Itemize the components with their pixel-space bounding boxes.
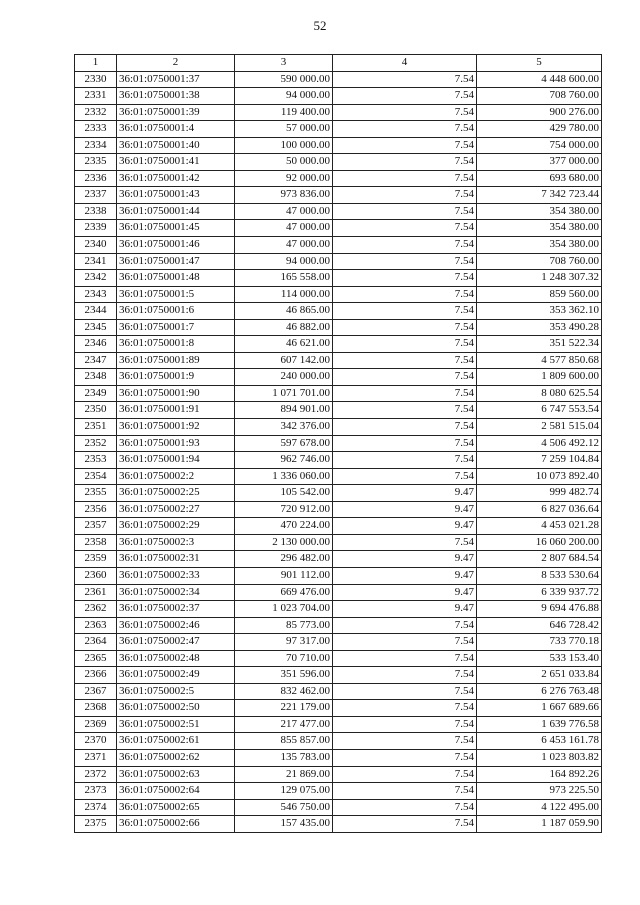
cadastral-number: 36:01:0750001:44: [117, 203, 235, 220]
row-number: 2346: [75, 336, 117, 353]
data-table: [74, 54, 602, 833]
rate-cell: 7.54: [333, 137, 477, 154]
cadastral-number: 36:01:0750001:8: [117, 336, 235, 353]
rate-cell: 9.47: [333, 567, 477, 584]
row-number: 2361: [75, 584, 117, 601]
row-number: 2367: [75, 683, 117, 700]
total-cell: 6 747 553.54: [477, 402, 602, 419]
rate-cell: 7.54: [333, 88, 477, 105]
table-row: [75, 567, 602, 584]
value-cell: 597 678.00: [235, 435, 333, 452]
row-number: 2348: [75, 369, 117, 386]
row-number: 2354: [75, 468, 117, 485]
value-cell: 57 000.00: [235, 121, 333, 138]
cadastral-number: 36:01:0750001:6: [117, 303, 235, 320]
total-cell: 2 651 033.84: [477, 667, 602, 684]
total-cell: 6 453 161.78: [477, 733, 602, 750]
table-row: [75, 634, 602, 651]
value-cell: 296 482.00: [235, 551, 333, 568]
row-number: 2375: [75, 816, 117, 833]
total-cell: 1 248 307.32: [477, 270, 602, 287]
value-cell: 47 000.00: [235, 203, 333, 220]
value-cell: 135 783.00: [235, 749, 333, 766]
total-cell: 8 533 530.64: [477, 567, 602, 584]
total-cell: 999 482.74: [477, 485, 602, 502]
rate-cell: 7.54: [333, 402, 477, 419]
cadastral-number: 36:01:0750002:33: [117, 567, 235, 584]
rate-cell: 7.54: [333, 203, 477, 220]
cadastral-number: 36:01:0750001:39: [117, 104, 235, 121]
table-row: [75, 170, 602, 187]
total-cell: 646 728.42: [477, 617, 602, 634]
table-row: [75, 402, 602, 419]
table-row: [75, 203, 602, 220]
value-cell: 973 836.00: [235, 187, 333, 204]
row-number: 2349: [75, 385, 117, 402]
value-cell: 97 317.00: [235, 634, 333, 651]
cadastral-number: 36:01:0750002:2: [117, 468, 235, 485]
row-number: 2347: [75, 352, 117, 369]
total-cell: 733 770.18: [477, 634, 602, 651]
cadastral-number: 36:01:0750001:5: [117, 286, 235, 303]
value-cell: 119 400.00: [235, 104, 333, 121]
total-cell: 2 581 515.04: [477, 419, 602, 436]
page-number: 52: [313, 18, 327, 33]
rate-cell: 7.54: [333, 71, 477, 88]
table-row: [75, 385, 602, 402]
rate-cell: 9.47: [333, 584, 477, 601]
table-row: [75, 220, 602, 237]
rate-cell: 7.54: [333, 650, 477, 667]
total-cell: 354 380.00: [477, 203, 602, 220]
value-cell: 46 882.00: [235, 319, 333, 336]
table-row: [75, 237, 602, 254]
cadastral-number: 36:01:0750002:61: [117, 733, 235, 750]
total-cell: 354 380.00: [477, 237, 602, 254]
rate-cell: 7.54: [333, 749, 477, 766]
table-row: [75, 617, 602, 634]
total-cell: 1 667 689.66: [477, 700, 602, 717]
rate-cell: 9.47: [333, 485, 477, 502]
table-row: [75, 700, 602, 717]
table-row: [75, 303, 602, 320]
table-row: [75, 121, 602, 138]
rate-cell: 9.47: [333, 551, 477, 568]
value-cell: 105 542.00: [235, 485, 333, 502]
table-row: [75, 154, 602, 171]
value-cell: 129 075.00: [235, 783, 333, 800]
value-cell: 240 000.00: [235, 369, 333, 386]
total-cell: 9 694 476.88: [477, 601, 602, 618]
cadastral-number: 36:01:0750002:27: [117, 501, 235, 518]
table-row: [75, 88, 602, 105]
value-cell: 50 000.00: [235, 154, 333, 171]
rate-cell: 7.54: [333, 799, 477, 816]
table-row: [75, 270, 602, 287]
table-row: [75, 733, 602, 750]
cadastral-number: 36:01:0750001:43: [117, 187, 235, 204]
rate-cell: 7.54: [333, 369, 477, 386]
rate-cell: 7.54: [333, 766, 477, 783]
row-number: 2330: [75, 71, 117, 88]
row-number: 2362: [75, 601, 117, 618]
total-cell: 4 506 492.12: [477, 435, 602, 452]
total-cell: 7 342 723.44: [477, 187, 602, 204]
rate-cell: 7.54: [333, 716, 477, 733]
table-row: [75, 137, 602, 154]
value-cell: 94 000.00: [235, 253, 333, 270]
cadastral-number: 36:01:0750002:47: [117, 634, 235, 651]
row-number: 2371: [75, 749, 117, 766]
total-cell: 4 122 495.00: [477, 799, 602, 816]
cadastral-number: 36:01:0750002:66: [117, 816, 235, 833]
rate-cell: 7.54: [333, 187, 477, 204]
rate-cell: 7.54: [333, 319, 477, 336]
total-cell: 4 448 600.00: [477, 71, 602, 88]
column-header: 5: [477, 55, 602, 72]
rate-cell: 7.54: [333, 733, 477, 750]
rate-cell: 7.54: [333, 270, 477, 287]
rate-cell: 7.54: [333, 667, 477, 684]
rate-cell: 7.54: [333, 121, 477, 138]
value-cell: 46 621.00: [235, 336, 333, 353]
row-number: 2374: [75, 799, 117, 816]
cadastral-number: 36:01:0750001:93: [117, 435, 235, 452]
value-cell: 832 462.00: [235, 683, 333, 700]
rate-cell: 7.54: [333, 816, 477, 833]
column-header: 3: [235, 55, 333, 72]
table-row: [75, 286, 602, 303]
total-cell: 859 560.00: [477, 286, 602, 303]
row-number: 2358: [75, 534, 117, 551]
table-row: [75, 799, 602, 816]
rate-cell: 7.54: [333, 468, 477, 485]
row-number: 2368: [75, 700, 117, 717]
total-cell: 1 187 059.90: [477, 816, 602, 833]
table-row: [75, 468, 602, 485]
cadastral-number: 36:01:0750002:62: [117, 749, 235, 766]
table-row: [75, 253, 602, 270]
cadastral-number: 36:01:0750002:65: [117, 799, 235, 816]
row-number: 2341: [75, 253, 117, 270]
rate-cell: 7.54: [333, 303, 477, 320]
cadastral-number: 36:01:0750001:46: [117, 237, 235, 254]
cadastral-number: 36:01:0750002:34: [117, 584, 235, 601]
value-cell: 47 000.00: [235, 237, 333, 254]
value-cell: 546 750.00: [235, 799, 333, 816]
cadastral-number: 36:01:0750001:89: [117, 352, 235, 369]
value-cell: 70 710.00: [235, 650, 333, 667]
row-number: 2351: [75, 419, 117, 436]
cadastral-number: 36:01:0750002:51: [117, 716, 235, 733]
total-cell: 693 680.00: [477, 170, 602, 187]
total-cell: 533 153.40: [477, 650, 602, 667]
table-row: [75, 104, 602, 121]
total-cell: 4 577 850.68: [477, 352, 602, 369]
table-row: [75, 485, 602, 502]
rate-cell: 7.54: [333, 700, 477, 717]
value-cell: 901 112.00: [235, 567, 333, 584]
value-cell: 342 376.00: [235, 419, 333, 436]
total-cell: 377 000.00: [477, 154, 602, 171]
value-cell: 46 865.00: [235, 303, 333, 320]
value-cell: 47 000.00: [235, 220, 333, 237]
table-row: [75, 336, 602, 353]
row-number: 2366: [75, 667, 117, 684]
column-header: 1: [75, 55, 117, 72]
value-cell: 855 857.00: [235, 733, 333, 750]
rate-cell: 7.54: [333, 104, 477, 121]
total-cell: 1 023 803.82: [477, 749, 602, 766]
table-row: [75, 816, 602, 833]
cadastral-number: 36:01:0750001:94: [117, 452, 235, 469]
value-cell: 894 901.00: [235, 402, 333, 419]
row-number: 2333: [75, 121, 117, 138]
total-cell: 2 807 684.54: [477, 551, 602, 568]
table-row: [75, 584, 602, 601]
table-row: [75, 766, 602, 783]
total-cell: 354 380.00: [477, 220, 602, 237]
value-cell: 157 435.00: [235, 816, 333, 833]
row-number: 2336: [75, 170, 117, 187]
table-row: [75, 435, 602, 452]
table-row: [75, 551, 602, 568]
rate-cell: 9.47: [333, 601, 477, 618]
cadastral-number: 36:01:0750001:92: [117, 419, 235, 436]
cadastral-number: 36:01:0750001:48: [117, 270, 235, 287]
total-cell: 754 000.00: [477, 137, 602, 154]
table-row: [75, 452, 602, 469]
value-cell: 1 023 704.00: [235, 601, 333, 618]
total-cell: 16 060 200.00: [477, 534, 602, 551]
total-cell: 6 827 036.64: [477, 501, 602, 518]
table-row: [75, 518, 602, 535]
total-cell: 973 225.50: [477, 783, 602, 800]
cadastral-number: 36:01:0750001:9: [117, 369, 235, 386]
total-cell: 10 073 892.40: [477, 468, 602, 485]
total-cell: 429 780.00: [477, 121, 602, 138]
table-row: [75, 683, 602, 700]
row-number: 2353: [75, 452, 117, 469]
row-number: 2365: [75, 650, 117, 667]
total-cell: 353 490.28: [477, 319, 602, 336]
total-cell: 900 276.00: [477, 104, 602, 121]
cadastral-number: 36:01:0750002:5: [117, 683, 235, 700]
row-number: 2355: [75, 485, 117, 502]
value-cell: 94 000.00: [235, 88, 333, 105]
value-cell: 100 000.00: [235, 137, 333, 154]
data-table-container: [74, 54, 602, 833]
rate-cell: 7.54: [333, 385, 477, 402]
cadastral-number: 36:01:0750002:50: [117, 700, 235, 717]
total-cell: 7 259 104.84: [477, 452, 602, 469]
value-cell: 607 142.00: [235, 352, 333, 369]
row-number: 2342: [75, 270, 117, 287]
cadastral-number: 36:01:0750001:40: [117, 137, 235, 154]
column-header: 2: [117, 55, 235, 72]
table-row: [75, 501, 602, 518]
value-cell: 21 869.00: [235, 766, 333, 783]
table-row: [75, 601, 602, 618]
table-row: [75, 419, 602, 436]
row-number: 2339: [75, 220, 117, 237]
rate-cell: 7.54: [333, 286, 477, 303]
value-cell: 221 179.00: [235, 700, 333, 717]
rate-cell: 7.54: [333, 154, 477, 171]
table-row: [75, 71, 602, 88]
row-number: 2335: [75, 154, 117, 171]
rate-cell: 7.54: [333, 683, 477, 700]
rate-cell: 7.54: [333, 352, 477, 369]
rate-cell: 9.47: [333, 518, 477, 535]
cadastral-number: 36:01:0750001:47: [117, 253, 235, 270]
table-row: [75, 667, 602, 684]
rate-cell: 7.54: [333, 253, 477, 270]
rate-cell: 7.54: [333, 419, 477, 436]
value-cell: 351 596.00: [235, 667, 333, 684]
value-cell: 217 477.00: [235, 716, 333, 733]
cadastral-number: 36:01:0750001:90: [117, 385, 235, 402]
value-cell: 669 476.00: [235, 584, 333, 601]
total-cell: 1 639 776.58: [477, 716, 602, 733]
table-row: [75, 319, 602, 336]
row-number: 2331: [75, 88, 117, 105]
total-cell: 6 339 937.72: [477, 584, 602, 601]
table-row: [75, 749, 602, 766]
column-header: 4: [333, 55, 477, 72]
total-cell: 4 453 021.28: [477, 518, 602, 535]
row-number: 2350: [75, 402, 117, 419]
rate-cell: 9.47: [333, 501, 477, 518]
value-cell: 1 071 701.00: [235, 385, 333, 402]
cadastral-number: 36:01:0750002:37: [117, 601, 235, 618]
row-number: 2359: [75, 551, 117, 568]
cadastral-number: 36:01:0750001:42: [117, 170, 235, 187]
cadastral-number: 36:01:0750001:7: [117, 319, 235, 336]
row-number: 2370: [75, 733, 117, 750]
rate-cell: 7.54: [333, 452, 477, 469]
table-row: [75, 534, 602, 551]
value-cell: 470 224.00: [235, 518, 333, 535]
total-cell: 708 760.00: [477, 253, 602, 270]
value-cell: 590 000.00: [235, 71, 333, 88]
total-cell: 351 522.34: [477, 336, 602, 353]
cadastral-number: 36:01:0750002:31: [117, 551, 235, 568]
cadastral-number: 36:01:0750001:41: [117, 154, 235, 171]
cadastral-number: 36:01:0750002:29: [117, 518, 235, 535]
cadastral-number: 36:01:0750001:4: [117, 121, 235, 138]
row-number: 2345: [75, 319, 117, 336]
table-row: [75, 352, 602, 369]
cadastral-number: 36:01:0750002:49: [117, 667, 235, 684]
cadastral-number: 36:01:0750002:46: [117, 617, 235, 634]
cadastral-number: 36:01:0750001:91: [117, 402, 235, 419]
row-number: 2332: [75, 104, 117, 121]
total-cell: 353 362.10: [477, 303, 602, 320]
row-number: 2364: [75, 634, 117, 651]
rate-cell: 7.54: [333, 237, 477, 254]
cadastral-number: 36:01:0750002:63: [117, 766, 235, 783]
row-number: 2337: [75, 187, 117, 204]
row-number: 2360: [75, 567, 117, 584]
total-cell: 8 080 625.54: [477, 385, 602, 402]
cadastral-number: 36:01:0750001:38: [117, 88, 235, 105]
rate-cell: 7.54: [333, 534, 477, 551]
total-cell: 1 809 600.00: [477, 369, 602, 386]
row-number: 2357: [75, 518, 117, 535]
row-number: 2352: [75, 435, 117, 452]
row-number: 2338: [75, 203, 117, 220]
row-number: 2344: [75, 303, 117, 320]
row-number: 2369: [75, 716, 117, 733]
cadastral-number: 36:01:0750001:45: [117, 220, 235, 237]
value-cell: 962 746.00: [235, 452, 333, 469]
total-cell: 164 892.26: [477, 766, 602, 783]
cadastral-number: 36:01:0750002:3: [117, 534, 235, 551]
rate-cell: 7.54: [333, 170, 477, 187]
table-row: [75, 716, 602, 733]
table-body: [75, 71, 602, 832]
rate-cell: 7.54: [333, 435, 477, 452]
value-cell: 114 000.00: [235, 286, 333, 303]
total-cell: 708 760.00: [477, 88, 602, 105]
row-number: 2363: [75, 617, 117, 634]
rate-cell: 7.54: [333, 336, 477, 353]
cadastral-number: 36:01:0750002:48: [117, 650, 235, 667]
cadastral-number: 36:01:0750002:64: [117, 783, 235, 800]
header-row: [75, 55, 602, 72]
value-cell: 92 000.00: [235, 170, 333, 187]
table-row: [75, 369, 602, 386]
row-number: 2343: [75, 286, 117, 303]
total-cell: 6 276 763.48: [477, 683, 602, 700]
rate-cell: 7.54: [333, 617, 477, 634]
rate-cell: 7.54: [333, 634, 477, 651]
table-row: [75, 187, 602, 204]
value-cell: 1 336 060.00: [235, 468, 333, 485]
row-number: 2334: [75, 137, 117, 154]
row-number: 2340: [75, 237, 117, 254]
rate-cell: 7.54: [333, 783, 477, 800]
cadastral-number: 36:01:0750001:37: [117, 71, 235, 88]
value-cell: 85 773.00: [235, 617, 333, 634]
row-number: 2372: [75, 766, 117, 783]
value-cell: 165 558.00: [235, 270, 333, 287]
rate-cell: 7.54: [333, 220, 477, 237]
value-cell: 2 130 000.00: [235, 534, 333, 551]
row-number: 2356: [75, 501, 117, 518]
table-row: [75, 650, 602, 667]
table-row: [75, 783, 602, 800]
value-cell: 720 912.00: [235, 501, 333, 518]
row-number: 2373: [75, 783, 117, 800]
cadastral-number: 36:01:0750002:25: [117, 485, 235, 502]
